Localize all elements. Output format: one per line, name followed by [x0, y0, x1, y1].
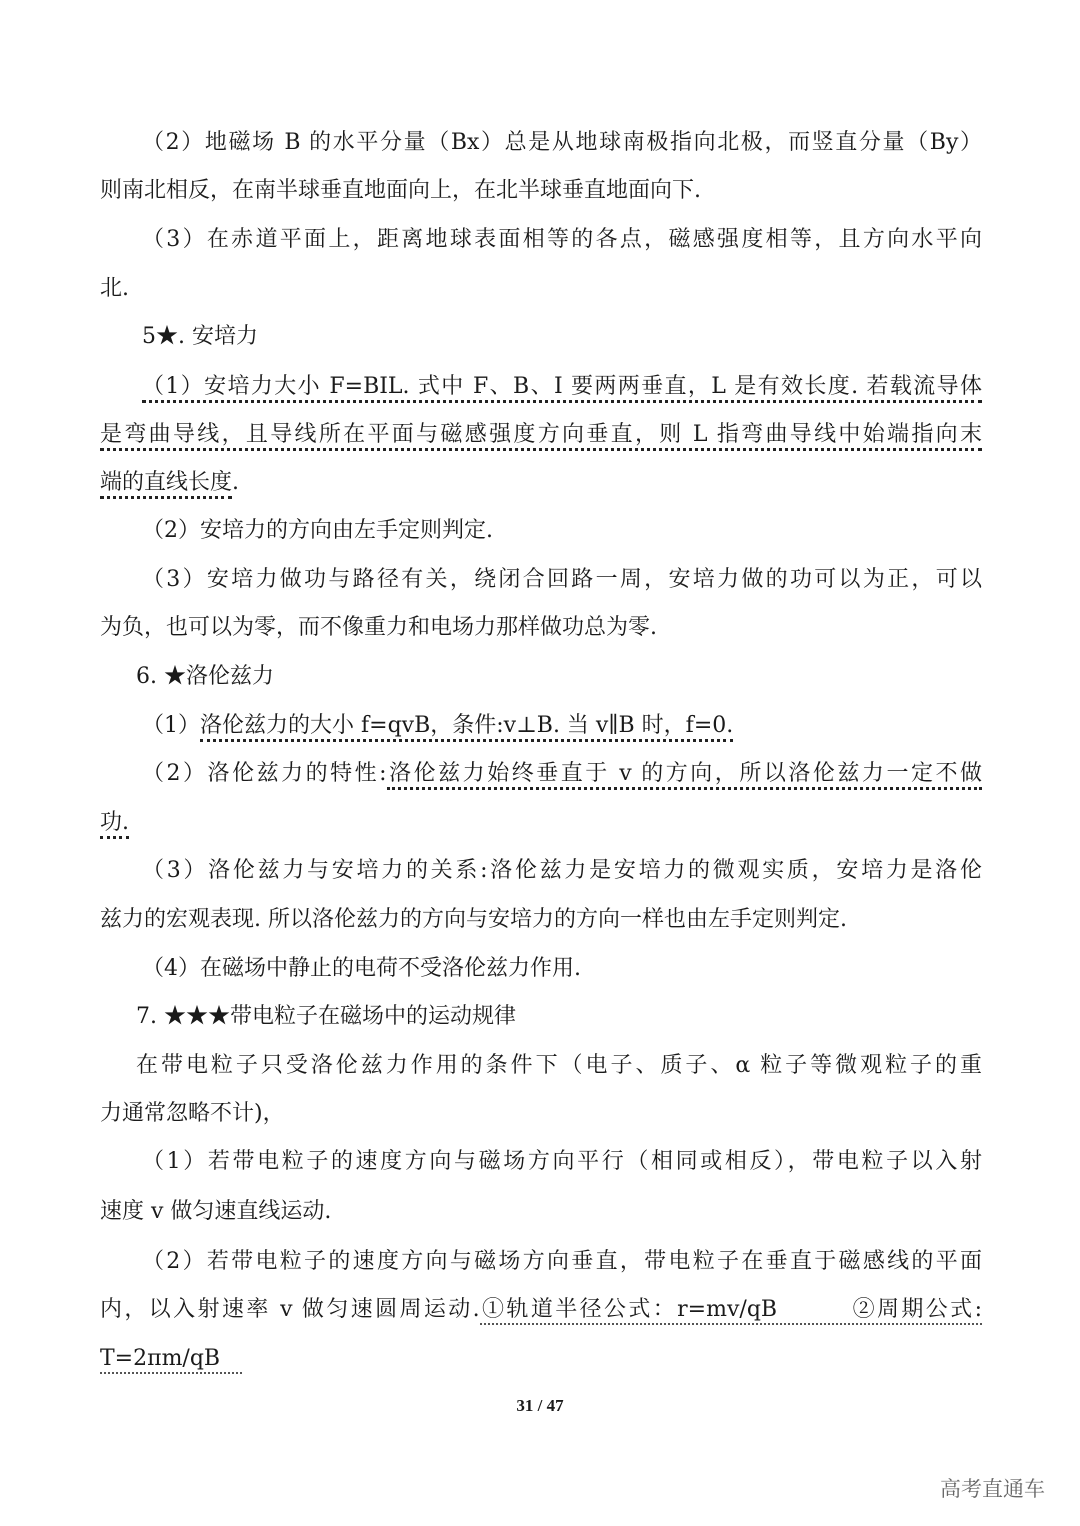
underlined-text: 端的直线长度 — [100, 470, 232, 499]
text-segment: 5★. 安培力 — [142, 324, 258, 349]
text-line — [100, 468, 239, 498]
page-number: 31 / 47 — [516, 1396, 564, 1415]
underlined-text: 洛伦兹力始终垂直于 v 的方向，所以洛伦兹力一定不做 — [387, 761, 982, 790]
text-line — [136, 662, 274, 692]
underlined-text: （1）安培力大小 F=BIL. 式中 F、B、I 要两两垂直，L 是有效长度. 若载流导体 — [142, 374, 982, 403]
text-line — [136, 1002, 516, 1032]
text-line — [100, 905, 847, 935]
text-segment: （3）洛伦兹力与安培力的关系:洛伦兹力是安培力的微观实质，安培力是洛伦 — [142, 858, 982, 883]
text-line — [136, 1051, 982, 1081]
text-segment: . — [232, 470, 240, 495]
text-segment: （1） — [142, 713, 200, 738]
text-line — [142, 1247, 982, 1277]
text-line — [142, 516, 493, 546]
text-segment: 6. ★洛伦兹力 — [136, 664, 274, 689]
text-line — [100, 420, 982, 450]
text-line — [142, 128, 982, 158]
underlined-text: T=2πm/qB — [100, 1346, 242, 1374]
text-segment: （2）洛伦兹力的特性: — [142, 761, 387, 786]
text-segment: 兹力的宏观表现. 所以洛伦兹力的方向与安培力的方向一样也由左手定则判定. — [100, 907, 847, 932]
text-line — [142, 759, 982, 789]
text-line — [142, 711, 733, 741]
text-segment: （1）若带电粒子的速度方向与磁场方向平行（相同或相反），带电粒子以入射 — [142, 1149, 982, 1174]
text-segment: 7. ★★★带电粒子在磁场中的运动规律 — [136, 1004, 516, 1029]
text-segment: 在带电粒子只受洛伦兹力作用的条件下（电子、质子、α 粒子等微观粒子的重 — [136, 1053, 982, 1078]
underlined-text: ①轨道半径公式：r=mv/qB ②周期公式: — [480, 1297, 982, 1325]
text-line — [142, 322, 258, 352]
text-line — [142, 856, 982, 886]
text-segment: （4）在磁场中静止的电荷不受洛伦兹力作用. — [142, 956, 581, 981]
text-segment: 北. — [100, 276, 129, 301]
text-line — [100, 808, 129, 838]
underlined-text: 是弯曲导线，且导线所在平面与磁感强度方向垂直，则 L 指弯曲导线中始端指向末 — [100, 422, 982, 451]
text-segment: 速度 v 做匀速直线运动. — [100, 1199, 332, 1224]
text-line — [100, 1295, 982, 1325]
underlined-text: 功. — [100, 810, 129, 839]
text-segment: 内，以入射速率 v 做匀速圆周运动. — [100, 1297, 480, 1322]
text-segment: （3）在赤道平面上，距离地球表面相等的各点，磁感强度相等，且方向水平向 — [142, 227, 982, 252]
text-line — [142, 1147, 982, 1177]
text-line — [142, 225, 982, 255]
text-line — [142, 954, 581, 984]
text-line — [100, 1099, 285, 1129]
watermark: 高考直通车 — [940, 1477, 1045, 1501]
text-line — [100, 274, 129, 304]
text-line — [142, 565, 982, 595]
text-segment: （2）地磁场 B 的水平分量（Bx）总是从地球南极指向北极，而竖直分量（By） — [142, 130, 982, 155]
text-line — [100, 1344, 242, 1374]
text-segment: 为负，也可以为零，而不像重力和电场力那样做功总为零. — [100, 615, 657, 640]
text-segment: （2）若带电粒子的速度方向与磁场方向垂直，带电粒子在垂直于磁感线的平面 — [142, 1249, 982, 1274]
text-line — [100, 176, 701, 206]
underlined-text: 洛伦兹力的大小 f=qvB，条件:v⊥B. 当 v∥B 时，f=0. — [200, 713, 733, 742]
text-segment: （2）安培力的方向由左手定则判定. — [142, 518, 493, 543]
text-segment: （3）安培力做功与路径有关，绕闭合回路一周，安培力做的功可以为正，可以 — [142, 567, 982, 592]
text-line — [100, 1197, 331, 1227]
text-line — [100, 613, 657, 643]
text-segment: 则南北相反，在南半球垂直地面向上，在北半球垂直地面向下. — [100, 178, 701, 203]
text-segment: 力通常忽略不计)， — [100, 1101, 285, 1126]
text-line — [142, 372, 982, 402]
